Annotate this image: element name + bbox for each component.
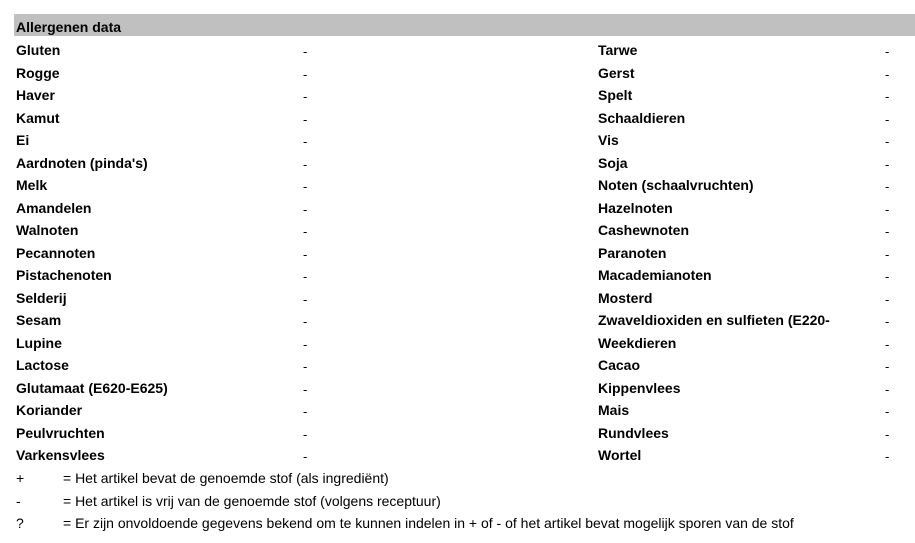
allergen-name: Lactose bbox=[16, 357, 69, 373]
allergen-name: Sesam bbox=[16, 312, 62, 328]
allergen-name: Rogge bbox=[16, 64, 60, 81]
allergen-name: Pistachenoten bbox=[16, 267, 112, 283]
allergen-value: - bbox=[303, 291, 308, 307]
allergen-row bbox=[0, 423, 915, 445]
allergen-name: Hazelnoten bbox=[598, 199, 673, 216]
allergen-value: - bbox=[885, 44, 890, 59]
allergen-row bbox=[0, 445, 915, 467]
allergen-row bbox=[0, 378, 915, 400]
allergen-value: - bbox=[885, 404, 890, 419]
allergen-name: Peulvruchten bbox=[16, 424, 105, 441]
allergen-name: Mosterd bbox=[598, 289, 653, 306]
allergen-value: - bbox=[885, 426, 890, 442]
allergen-value: - bbox=[885, 291, 890, 307]
legend-symbol: + bbox=[16, 470, 25, 486]
allergen-name: Melk bbox=[16, 177, 48, 193]
allergen-value: - bbox=[885, 201, 890, 217]
allergen-row bbox=[0, 288, 915, 310]
allergen-row bbox=[0, 198, 915, 220]
allergen-name: Aardnoten (pinda's) bbox=[16, 154, 148, 171]
allergen-value: - bbox=[303, 44, 308, 59]
allergen-value: - bbox=[303, 89, 308, 104]
allergen-value: - bbox=[885, 314, 890, 329]
allergen-value: - bbox=[303, 269, 308, 284]
allergen-value: - bbox=[885, 179, 890, 194]
allergen-name: Kippenvlees bbox=[598, 379, 681, 396]
allergen-value: - bbox=[885, 156, 890, 172]
allergen-value: - bbox=[885, 336, 890, 352]
allergen-row bbox=[0, 63, 915, 85]
allergen-name: Cacao bbox=[598, 357, 641, 373]
allergen-name: Cashewnoten bbox=[598, 222, 690, 238]
allergen-row bbox=[0, 220, 915, 242]
allergen-name: Schaaldieren bbox=[598, 109, 686, 126]
legend-row bbox=[0, 468, 915, 490]
legend-description: = Het artikel bevat de genoemde stof (als ingrediënt) bbox=[63, 470, 389, 486]
allergen-name: Walnoten bbox=[16, 222, 79, 238]
allergen-name: Rundvlees bbox=[598, 424, 669, 441]
allergen-name: Gluten bbox=[16, 42, 61, 58]
allergen-value: - bbox=[303, 246, 308, 262]
allergen-value: - bbox=[885, 134, 890, 149]
allergen-value: - bbox=[885, 66, 890, 82]
allergen-value: - bbox=[303, 224, 308, 239]
allergen-value: - bbox=[303, 336, 308, 352]
allergen-name: Kamut bbox=[16, 109, 60, 126]
allergen-value: - bbox=[885, 224, 890, 239]
legend-symbol: ? bbox=[16, 515, 24, 531]
allergen-row bbox=[0, 333, 915, 355]
allergen-value: - bbox=[885, 359, 890, 374]
allergen-value: - bbox=[303, 381, 308, 397]
legend-row bbox=[0, 513, 915, 535]
allergen-row bbox=[0, 400, 915, 422]
allergen-value: - bbox=[303, 449, 308, 464]
allergen-name: Varkensvlees bbox=[16, 447, 105, 463]
allergen-name: Amandelen bbox=[16, 199, 92, 216]
allergen-value: - bbox=[303, 426, 308, 442]
allergen-row bbox=[0, 130, 915, 152]
allergen-name: Glutamaat (E620-E625) bbox=[16, 379, 168, 396]
legend-row bbox=[0, 491, 915, 513]
allergen-value: - bbox=[885, 111, 890, 127]
allergen-value: - bbox=[885, 449, 890, 464]
allergen-name: Pecannoten bbox=[16, 244, 96, 261]
allergen-value: - bbox=[885, 269, 890, 284]
allergen-name: Spelt bbox=[598, 87, 633, 103]
allergen-row bbox=[0, 243, 915, 265]
allergen-value: - bbox=[303, 111, 308, 127]
allergen-row bbox=[0, 153, 915, 175]
allergen-value: - bbox=[885, 246, 890, 262]
allergen-row bbox=[0, 40, 915, 62]
allergen-name: Soja bbox=[598, 154, 628, 171]
legend-description: = Het artikel is vrij van de genoemde stof (volgens receptuur) bbox=[63, 492, 441, 509]
allergen-name: Zwaveldioxiden en sulfieten (E220- bbox=[598, 312, 830, 328]
allergen-value: - bbox=[885, 381, 890, 397]
allergen-name: Lupine bbox=[16, 334, 62, 351]
allergen-name: Gerst bbox=[598, 64, 635, 81]
allergen-row bbox=[0, 108, 915, 130]
allergen-value: - bbox=[303, 134, 308, 149]
allergen-row bbox=[0, 85, 915, 107]
allergen-name: Tarwe bbox=[598, 42, 638, 58]
allergen-section-title: Allergenen data bbox=[16, 19, 122, 35]
allergen-row bbox=[0, 310, 915, 332]
allergen-name: Noten (schaalvruchten) bbox=[598, 177, 754, 193]
allergen-name: Vis bbox=[598, 132, 619, 148]
allergen-value: - bbox=[303, 314, 308, 329]
allergen-value: - bbox=[303, 404, 308, 419]
allergen-value: - bbox=[303, 156, 308, 172]
allergen-name: Selderij bbox=[16, 289, 67, 306]
allergen-header-bar bbox=[14, 14, 915, 36]
allergen-value: - bbox=[303, 66, 308, 82]
allergen-value: - bbox=[303, 359, 308, 374]
allergen-row bbox=[0, 265, 915, 287]
allergen-name: Wortel bbox=[598, 447, 642, 463]
allergen-name: Ei bbox=[16, 132, 30, 148]
allergen-value: - bbox=[885, 89, 890, 104]
allergen-name: Mais bbox=[598, 402, 630, 418]
legend-description: = Er zijn onvoldoende gegevens bekend om te kunnen indelen in + of - of het artikel bevat mogelijk sporen van de stof bbox=[63, 515, 794, 531]
allergen-row bbox=[0, 175, 915, 197]
allergen-name: Paranoten bbox=[598, 244, 667, 261]
allergen-name: Macademianoten bbox=[598, 267, 712, 283]
allergen-name: Koriander bbox=[16, 402, 83, 418]
allergen-name: Weekdieren bbox=[598, 334, 677, 351]
allergen-value: - bbox=[303, 179, 308, 194]
allergen-value: - bbox=[303, 201, 308, 217]
legend-symbol: - bbox=[16, 492, 21, 509]
allergen-row bbox=[0, 355, 915, 377]
allergen-name: Haver bbox=[16, 87, 55, 103]
